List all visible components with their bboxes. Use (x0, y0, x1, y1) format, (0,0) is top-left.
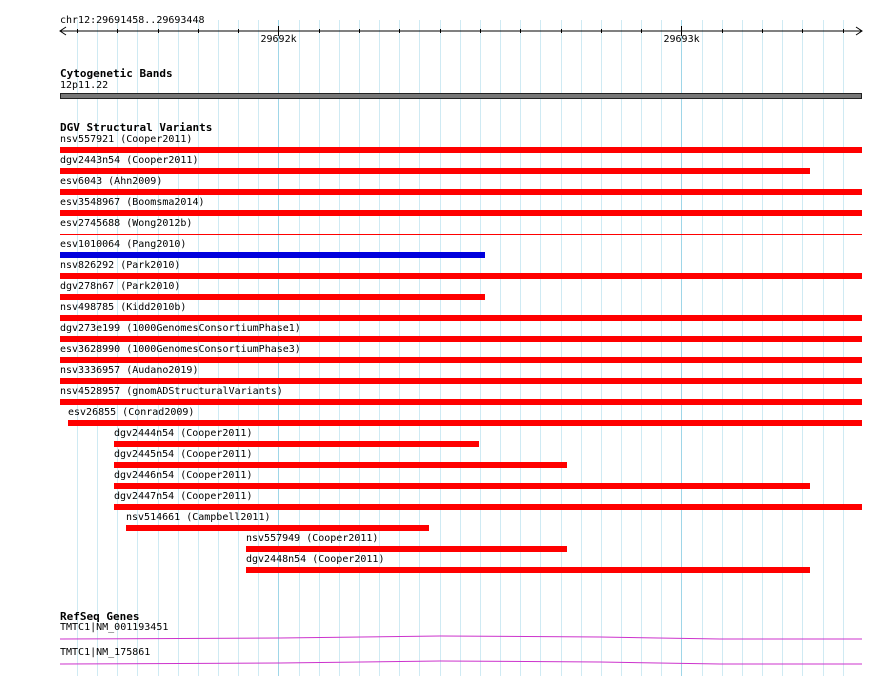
refseq-gene-label: TMTC1|NM_001193451 (60, 622, 169, 633)
sv-feature-bar[interactable] (60, 252, 485, 258)
sv-feature-bar[interactable] (60, 336, 862, 342)
sv-feature-bar[interactable] (60, 357, 862, 363)
sv-feature-label: nsv4528957 (gnomADStructuralVariants) (60, 386, 283, 397)
sv-feature-label: nsv826292 (Park2010) (60, 260, 181, 271)
sv-feature-bar[interactable] (246, 546, 567, 552)
sv-feature-bar[interactable] (60, 273, 862, 279)
refseq-gene-model[interactable] (0, 655, 890, 669)
sv-feature-label: nsv557921 (Cooper2011) (60, 134, 193, 145)
sv-feature-bar[interactable] (60, 168, 810, 174)
sv-feature-label: esv1010064 (Pang2010) (60, 239, 187, 250)
sv-feature-label: dgv273e199 (1000GenomesConsortiumPhase1) (60, 323, 301, 334)
refseq-track-title: RefSeq Genes (60, 610, 140, 623)
sv-feature-bar[interactable] (114, 504, 862, 510)
ruler[interactable] (0, 26, 890, 36)
gene-line (60, 661, 862, 664)
sv-feature-label: dgv2448n54 (Cooper2011) (246, 554, 385, 565)
sv-feature-bar[interactable] (60, 210, 862, 216)
sv-feature-bar[interactable] (60, 147, 862, 153)
ruler-tick-label: 29693k (663, 34, 700, 45)
sv-feature-label: esv3548967 (Boomsma2014) (60, 197, 205, 208)
sv-feature-label: esv26855 (Conrad2009) (68, 407, 195, 418)
sv-feature-label: esv6043 (Ahn2009) (60, 176, 163, 187)
ruler-tick-label: 29692k (260, 34, 297, 45)
sv-feature-label: dgv2447n54 (Cooper2011) (114, 491, 253, 502)
sv-feature-bar[interactable] (114, 441, 479, 447)
sv-feature-bar[interactable] (60, 315, 862, 321)
sv-feature-bar[interactable] (114, 483, 810, 489)
sv-feature-bar[interactable] (246, 567, 810, 573)
refseq-gene-label: TMTC1|NM_175861 (60, 647, 151, 658)
sv-feature-bar[interactable] (60, 378, 862, 384)
sv-feature-bar[interactable] (126, 525, 429, 531)
sv-feature-bar[interactable] (114, 462, 567, 468)
sv-feature-label: dgv278n67 (Park2010) (60, 281, 181, 292)
dgv-track-title: DGV Structural Variants (60, 121, 213, 134)
cyto-band[interactable] (60, 93, 862, 99)
cyto-track-title: Cytogenetic Bands (60, 67, 173, 80)
sv-feature-label: esv3628990 (1000GenomesConsortiumPhase3) (60, 344, 301, 355)
ruler-location: chr12:29691458..29693448 (60, 15, 205, 26)
sv-feature-label: esv2745688 (Wong2012b) (60, 218, 193, 229)
sv-feature-label: dgv2444n54 (Cooper2011) (114, 428, 253, 439)
sv-feature-label: nsv514661 (Campbell2011) (126, 512, 271, 523)
gene-line (60, 636, 862, 639)
cyto-band-label: 12p11.22 (60, 80, 109, 91)
sv-feature-bar[interactable] (60, 234, 862, 235)
sv-feature-label: nsv498785 (Kidd2010b) (60, 302, 187, 313)
refseq-gene-model[interactable] (0, 630, 890, 644)
sv-feature-bar[interactable] (60, 189, 862, 195)
sv-feature-label: dgv2443n54 (Cooper2011) (60, 155, 199, 166)
sv-feature-label: dgv2446n54 (Cooper2011) (114, 470, 253, 481)
sv-feature-label: dgv2445n54 (Cooper2011) (114, 449, 253, 460)
sv-feature-bar[interactable] (60, 294, 485, 300)
sv-feature-label: nsv3336957 (Audano2019) (60, 365, 199, 376)
sv-feature-bar[interactable] (60, 399, 862, 405)
sv-feature-label: nsv557949 (Cooper2011) (246, 533, 379, 544)
sv-feature-bar[interactable] (68, 420, 862, 426)
